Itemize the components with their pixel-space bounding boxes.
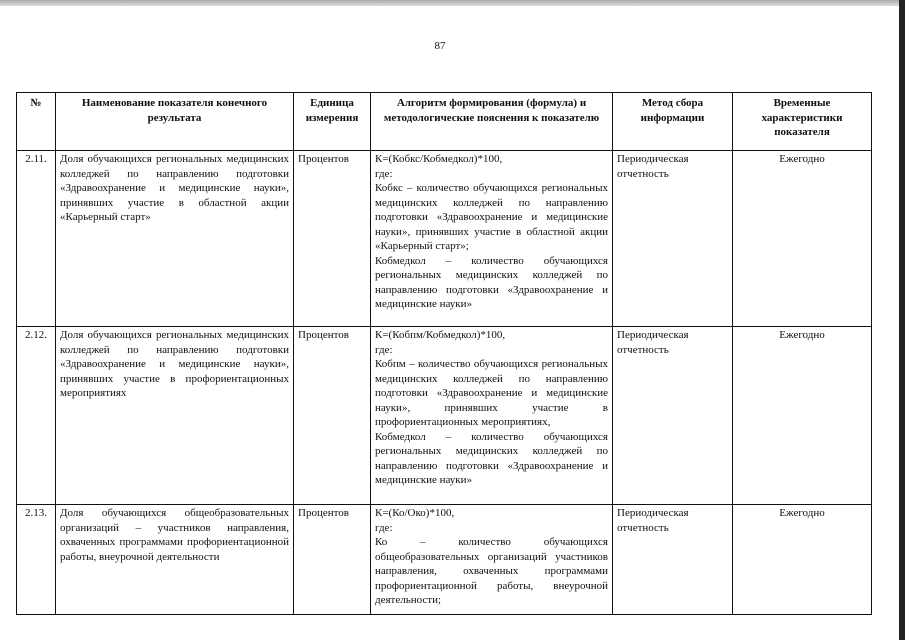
row-algorithm: [371, 151, 613, 327]
page-number: 87: [434, 40, 446, 52]
header-unit: Единица измерения: [294, 93, 371, 151]
row-formula: К=(Кобкс/Кобмедкол)*100,: [375, 153, 503, 165]
indicators-table: [16, 92, 872, 615]
row-name: Доля обучающихся региональных медицинских колледжей по направлению подготовки «Здравоохранение и медицинские науки», принявших участие в профориентационных мероприятиях: [56, 327, 294, 505]
row-where: где:: [375, 343, 393, 356]
row-unit: Процентов: [294, 151, 371, 327]
header-num: №: [17, 93, 56, 151]
scan-top-edge: [0, 0, 905, 6]
row-num: 2.13.: [17, 505, 56, 615]
scan-right-edge: [899, 0, 905, 640]
row-unit: Процентов: [294, 505, 371, 615]
row-formula: К=(Ко/Око)*100,: [375, 507, 455, 519]
row-method: Периодическая отчетность: [613, 327, 733, 505]
row-where: где:: [375, 167, 393, 180]
row-where: где:: [375, 521, 393, 534]
row-method: Периодическая отчетность: [613, 151, 733, 327]
header-algorithm: Алгоритм формирования (формула) и методологические пояснения к показателю: [371, 93, 613, 151]
table-row: [17, 151, 872, 327]
row-name: Доля обучающихся региональных медицинских колледжей по направлению подготовки «Здравоохранение и медицинские науки», принявших участие в областной акции «Карьерный старт»: [56, 151, 294, 327]
header-method: Метод сбора информации: [613, 93, 733, 151]
header-name: Наименование показателя конечного результата: [56, 93, 294, 151]
row-explanation-2: Кобмедкол – количество обучающихся региональных медицинских колледжей по направлению подготовки «Здравоохранение и медицинские науки»: [375, 430, 608, 486]
row-explanation-1: Ко – количество обучающихся общеобразовательных организаций участников направления, охваченных программами профориентационной работы, внеурочной деятельности;: [375, 536, 608, 606]
row-formula: К=(Кобпм/Кобмедкол)*100,: [375, 329, 506, 341]
row-explanation-1: Кобкс – количество обучающихся региональных медицинских колледжей по направлению подготовки «Здравоохранение и медицинские науки», принявших участие в областной акции «Карьерный старт»;: [375, 182, 608, 252]
row-algorithm: [371, 327, 613, 505]
table-row: [17, 505, 872, 615]
row-time: Ежегодно: [733, 151, 872, 327]
row-num: 2.11.: [17, 151, 56, 327]
table-row: [17, 327, 872, 505]
row-unit: Процентов: [294, 327, 371, 505]
row-time: Ежегодно: [733, 505, 872, 615]
row-time: Ежегодно: [733, 327, 872, 505]
row-explanation-1: Кобпм – количество обучающихся региональных медицинских колледжей по направлению подготовки «Здравоохранение и медицинские науки», принявших участие в профориентационных мероприятиях,: [375, 358, 608, 428]
header-time: Временные характеристики показателя: [733, 93, 872, 151]
row-method: Периодическая отчетность: [613, 505, 733, 615]
row-name: Доля обучающихся общеобразовательных организаций – участников направления, охваченных программами профориентационной работы, внеурочной деятельности: [56, 505, 294, 615]
header-row: [17, 93, 872, 151]
row-algorithm: [371, 505, 613, 615]
row-explanation-2: Кобмедкол – количество обучающихся региональных медицинских колледжей по направлению подготовки «Здравоохранение и медицинские науки»: [375, 254, 608, 310]
row-num: 2.12.: [17, 327, 56, 505]
